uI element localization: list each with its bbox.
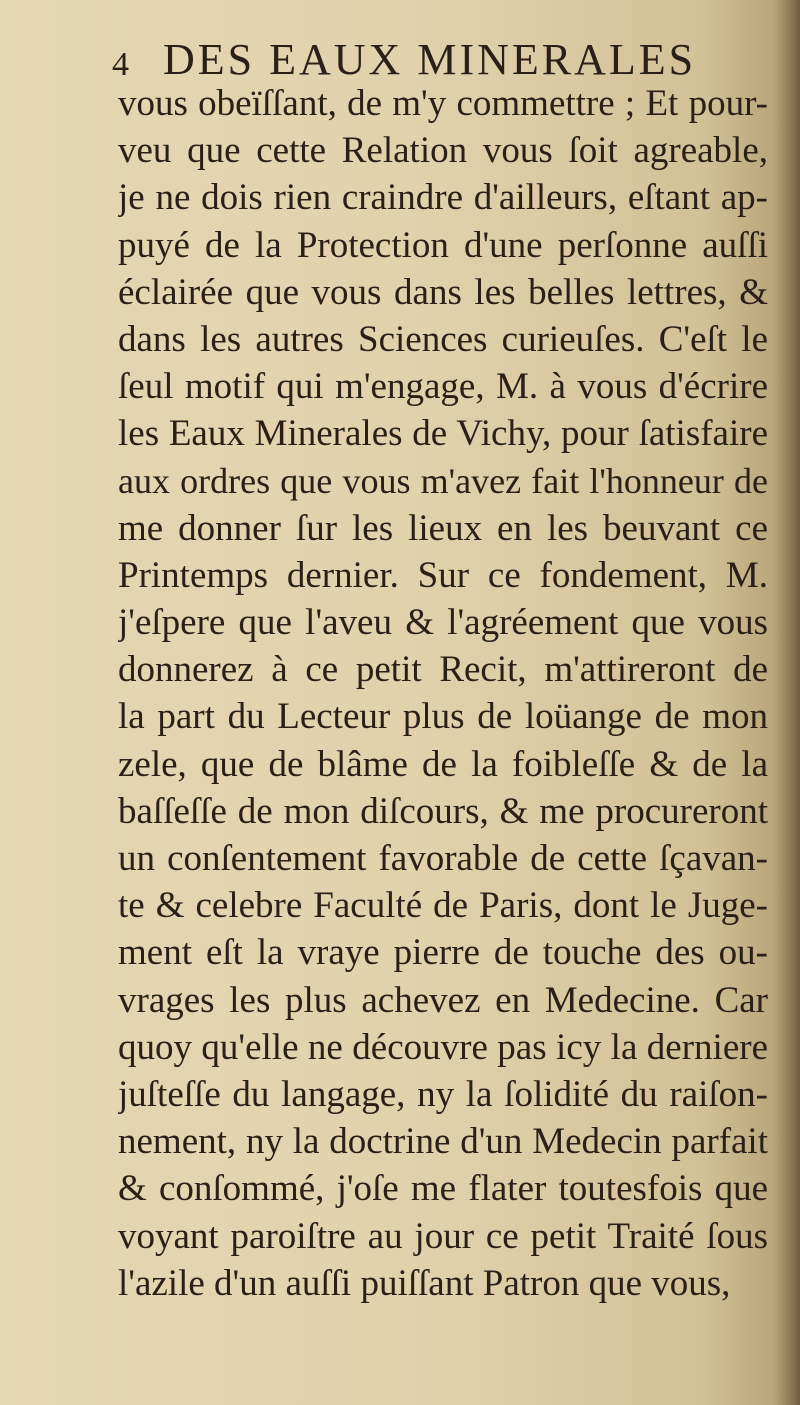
body-text [118, 80, 768, 1307]
text-line: voyant paroiſtre au jour ce petit Traité ſous [118, 1215, 768, 1257]
text-line: veu que cette Relation vous ſoit agreable, [118, 130, 768, 172]
page-gutter-shadow [774, 0, 800, 1405]
text-line: l'azile d'un auſſi puiſſant Patron que vous, [118, 1262, 731, 1304]
text-line: les Eaux Minerales de Vichy, pour ſatisfaire [118, 413, 768, 455]
text-line: te & celebre Faculté de Paris, dont le Juge- [118, 885, 768, 927]
text-line: nement, ny la doctrine d'un Medecin parfait [118, 1121, 768, 1163]
running-head: DES EAUX MINERALES [163, 35, 697, 84]
page-header [112, 18, 760, 82]
text-line: dans les autres Sciences curieuſes. C'eſt le [118, 318, 768, 360]
text-line: donnerez à ce petit Recit, m'attireront de [118, 649, 768, 691]
text-line: me donner ſur les lieux en les beuvant ce [118, 507, 768, 549]
text-line: aux ordres que vous m'avez fait l'honneur de [118, 460, 768, 501]
page-number: 4 [112, 46, 129, 83]
text-line: ſeul motif qui m'engage, M. à vous d'écrire [118, 366, 768, 408]
text-line: un conſentement favorable de cette ſçavan- [118, 838, 768, 879]
text-line: baſſeſſe de mon diſcours, & me procureront [118, 790, 768, 832]
text-line: ment eſt la vraye pierre de touche des ou- [118, 932, 768, 974]
text-line: & conſommé, j'oſe me flater toutesfois que [118, 1168, 768, 1210]
text-line: puyé de la Protection d'une perſonne auſſi [118, 224, 768, 266]
text-line: quoy qu'elle ne découvre pas icy la derniere [118, 1026, 768, 1068]
text-line: la part du Lecteur plus de loüange de mon [118, 696, 768, 738]
text-line: zele, que de blâme de la foibleſſe & de la [118, 743, 768, 785]
text-line: vrages les plus achevez en Medecine. Car [118, 979, 768, 1021]
text-line: vous obeïſſant, de m'y commettre ; Et pour- [118, 83, 768, 124]
text-line: je ne dois rien craindre d'ailleurs, eſtant ap- [118, 177, 768, 219]
text-line: j'eſpere que l'aveu & l'agréement que vous [118, 602, 768, 644]
text-line: Printemps dernier. Sur ce fondement, M. [118, 554, 768, 596]
text-line: juſteſſe du langage, ny la ſolidité du raiſon- [118, 1073, 768, 1115]
text-line: éclairée que vous dans les belles lettres, & [118, 271, 768, 313]
